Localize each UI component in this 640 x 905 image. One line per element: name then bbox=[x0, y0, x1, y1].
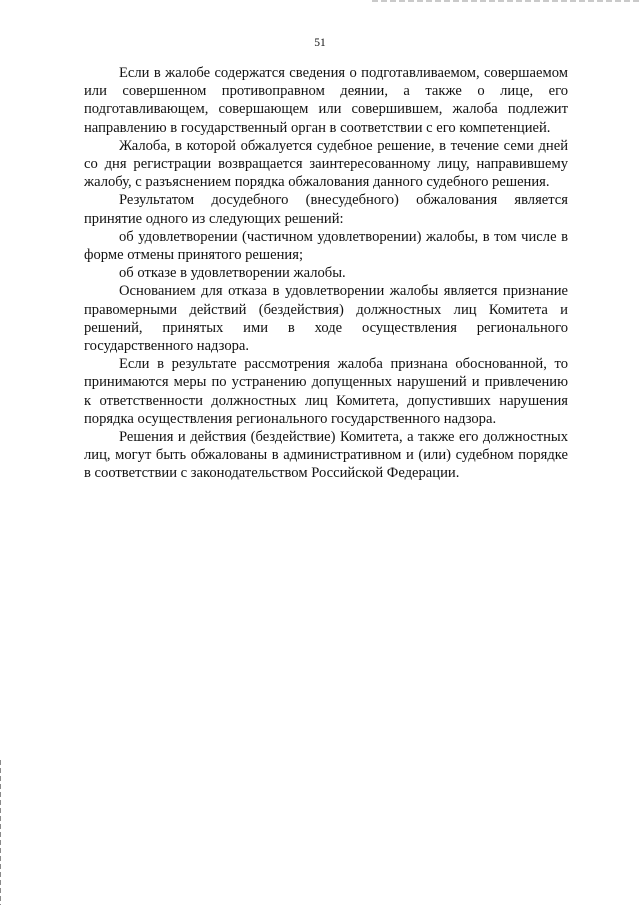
paragraph-court-decision-return: Жалоба, в которой обжалуется судебное решение, в течение семи дней со дня регистрации возвращается заинтересованному лицу, направившему жалобу, с разъяснением порядка обжалования данного судебного решения. bbox=[84, 137, 568, 191]
paragraph-complaint-referral: Если в жалобе содержатся сведения о подготавливаемом, совершаемом или совершенном противоправном деянии, а также о лице, его подготавливающем, совершающем или совершившем, жалоба подлежит направлению в государственный орган в соответствии с его компетенцией. bbox=[84, 65, 568, 136]
scan-artifact-top bbox=[372, 0, 640, 2]
document-body bbox=[84, 64, 568, 483]
paragraph-appeal-result: Результатом досудебного (внесудебного) обжалования является принятие одного из следующих решений: bbox=[84, 192, 568, 227]
paragraph-option-refuse: об отказе в удовлетворении жалобы. bbox=[119, 265, 346, 282]
paragraph-justified-complaint: Если в результате рассмотрения жалоба признана обоснованной, то принимаются меры по устранению допущенных нарушений и привлечению к ответственности должностных лиц Комитета, допустивших нарушения порядка осуществления регионального государственного надзора. bbox=[84, 356, 568, 427]
paragraph-option-satisfy: об удовлетворении (частичном удовлетворении) жалобы, в том числе в форме отмены принятого решения; bbox=[84, 228, 568, 264]
paragraph-refusal-grounds: Основанием для отказа в удовлетворении жалобы является признание правомерными действий (бездействия) должностных лиц Комитета и решений, принятых ими в ходе осуществления регионального государственного надзора. bbox=[84, 283, 568, 355]
scan-artifact-left bbox=[0, 760, 1, 905]
paragraph-appeal-rights: Решения и действия (бездействие) Комитета, а также его должностных лиц, могут быть обжалованы в административном и (или) судебном порядке в соответствии с законодательством Российской Федерации. bbox=[84, 429, 568, 482]
page-number: 51 bbox=[314, 37, 326, 49]
